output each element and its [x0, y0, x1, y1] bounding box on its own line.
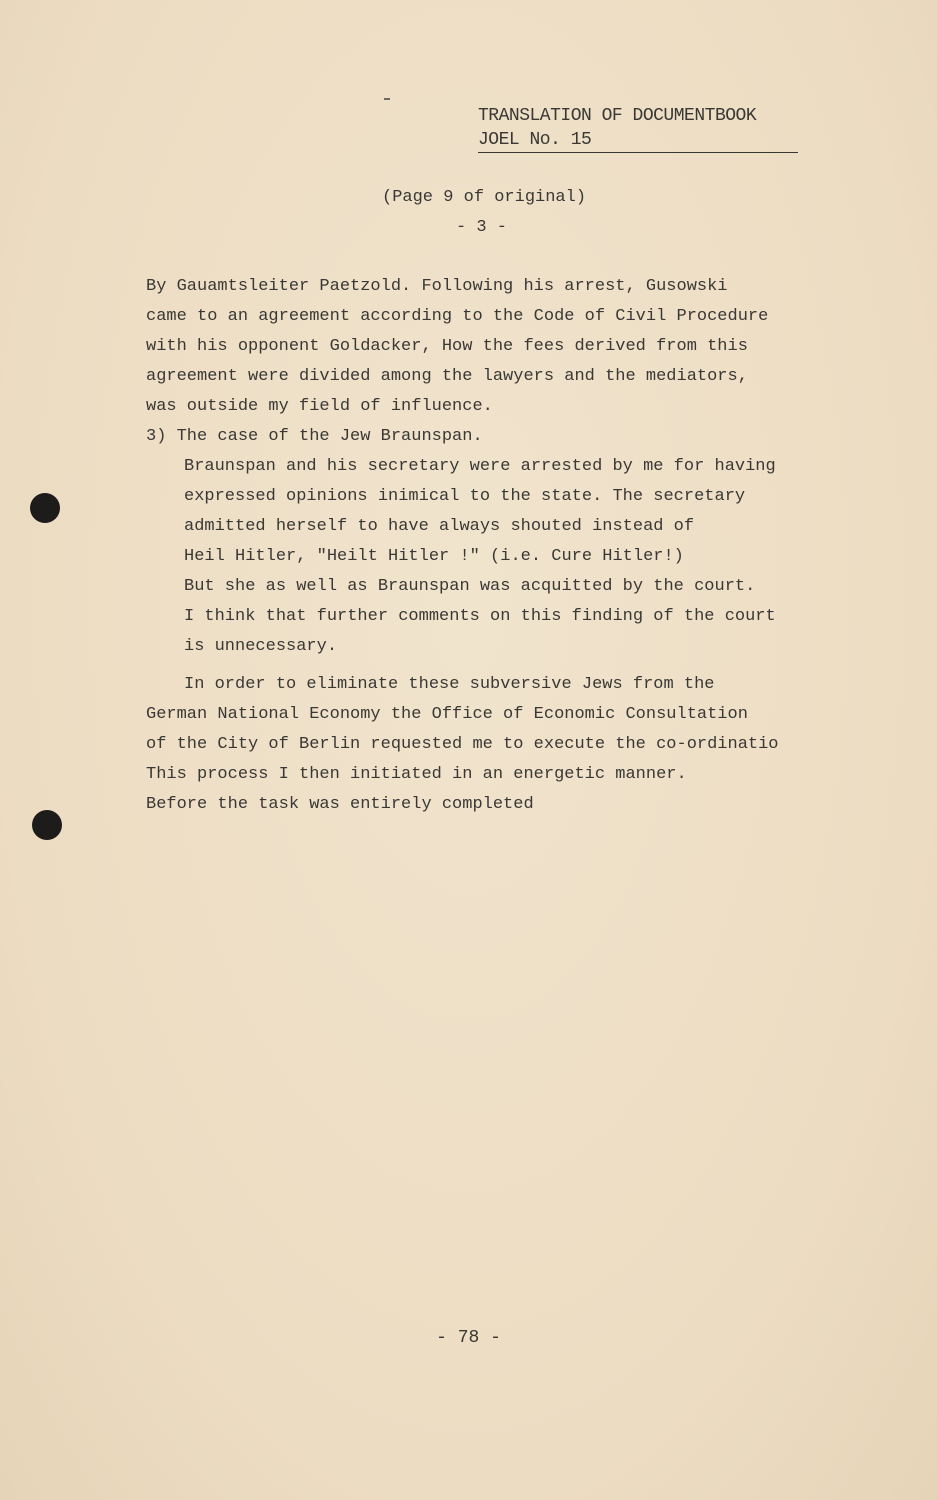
header-title: TRANSLATION OF DOCUMENTBOOK	[478, 106, 757, 126]
page-number: - 78 -	[436, 1328, 501, 1348]
text-line: But she as well as Braunspan was acquitted by the court.	[184, 577, 756, 596]
text-line: By Gauamtsleiter Paetzold. Following his arrest, Gusowski	[146, 277, 728, 296]
text-line: was outside my field of influence.	[146, 397, 493, 416]
text-line: In order to eliminate these subversive Jews from the	[184, 675, 715, 694]
stray-mark	[384, 98, 390, 100]
text-line: This process I then initiated in an energetic manner.	[146, 765, 687, 784]
translation-header	[478, 104, 798, 153]
section-number: - 3 -	[456, 218, 508, 237]
text-line: German National Economy the Office of Economic Consultation	[146, 705, 748, 724]
original-page-reference: (Page 9 of original)	[382, 188, 587, 207]
text-line: is unnecessary.	[184, 637, 338, 656]
punch-hole	[30, 493, 60, 523]
text-line: came to an agreement according to the Code of Civil Procedure	[146, 307, 769, 326]
text-line: with his opponent Goldacker, How the fees derived from this	[146, 337, 748, 356]
header-book-number: JOEL No. 15	[478, 128, 798, 153]
item-heading: 3) The case of the Jew Braunspan.	[146, 427, 483, 446]
punch-hole	[32, 810, 62, 840]
text-line: expressed opinions inimical to the state. The secretary	[184, 487, 746, 506]
text-line: Braunspan and his secretary were arrested by me for having	[184, 457, 776, 476]
text-line: Heil Hitler, "Heilt Hitler !" (i.e. Cure Hitler!)	[184, 547, 684, 566]
body-text	[146, 272, 906, 820]
paragraph-gap	[146, 662, 906, 670]
text-line: agreement were divided among the lawyers and the mediators,	[146, 367, 748, 386]
text-line: Before the task was entirely completed	[146, 795, 534, 814]
text-line: I think that further comments on this finding of the court	[184, 607, 776, 626]
text-line: admitted herself to have always shouted instead of	[184, 517, 695, 536]
text-line: of the City of Berlin requested me to execute the co-ordinatio	[146, 735, 779, 754]
